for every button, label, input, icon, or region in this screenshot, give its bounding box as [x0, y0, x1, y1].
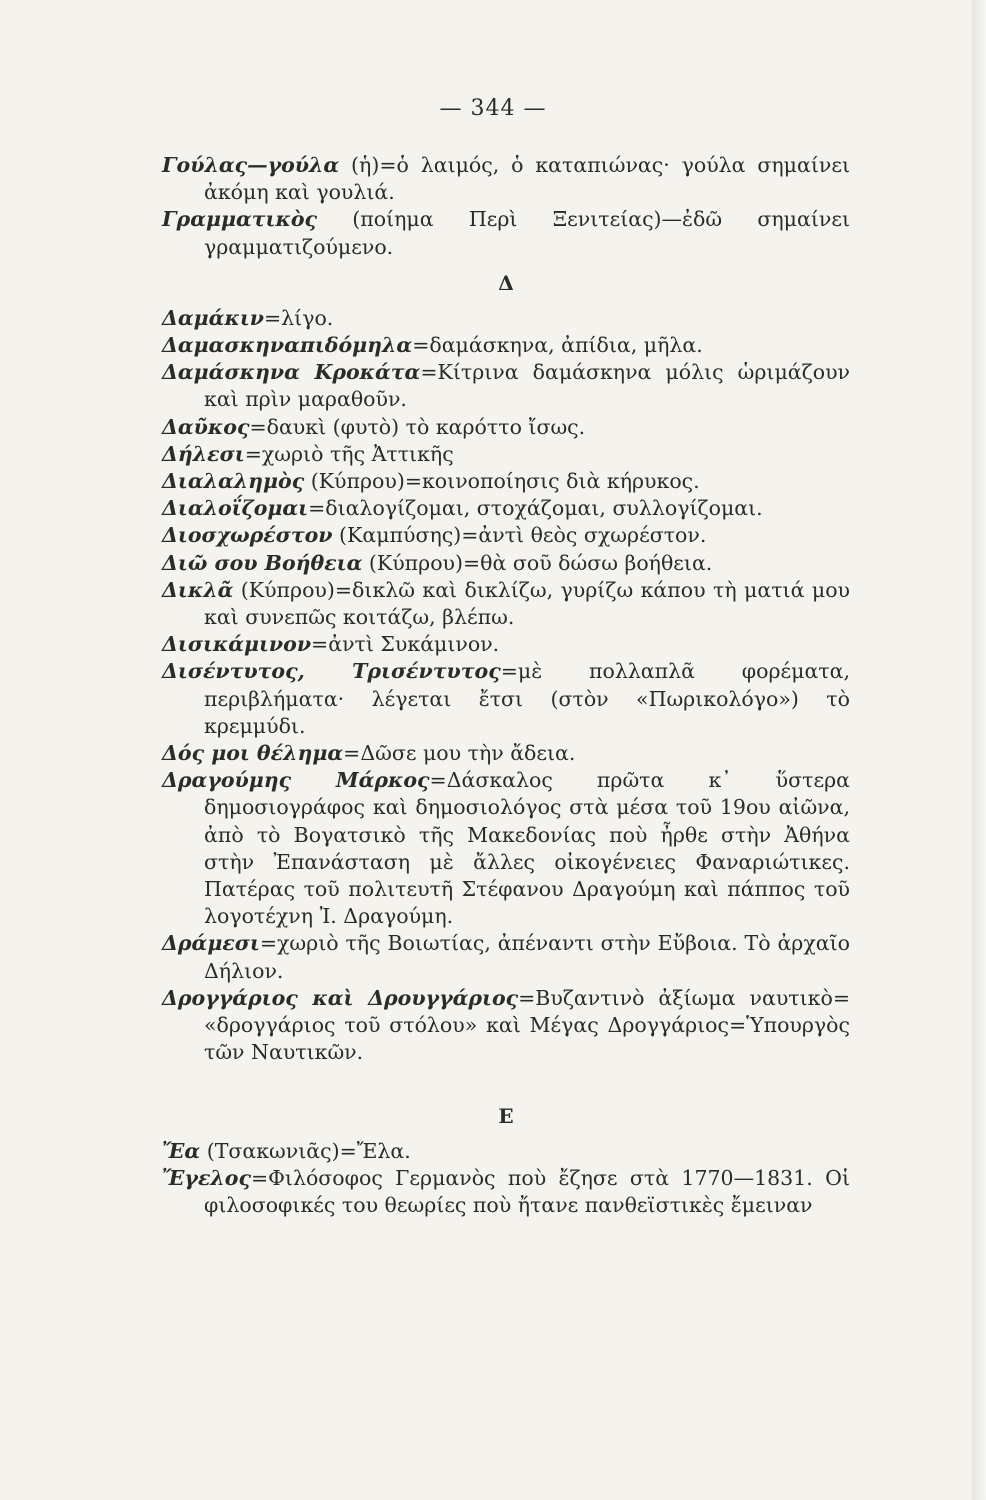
entry-headword: Δικλᾶ — [162, 577, 234, 602]
entry-definition: =δαμάσκηνα, ἀπίδια, μῆλα. — [412, 333, 703, 358]
glossary-entry — [162, 577, 850, 631]
entry-headword: Δαμασκηναπιδόμηλα — [162, 333, 413, 358]
entry-headword: Γραμματικὸς — [162, 207, 317, 232]
section-spacer — [162, 1067, 850, 1094]
entry-headword: Δισικάμινον — [162, 632, 312, 657]
glossary-entry — [162, 985, 850, 1067]
entry-headword: Δρογγάριος καὶ Δρουγγάριος — [162, 985, 519, 1010]
entry-headword: Δήλεσι — [162, 441, 245, 466]
entry-headword: Διοσχωρέστον — [162, 523, 333, 548]
entry-headword: Δισέντυτος, Τρισέντυτος — [162, 659, 501, 684]
entry-definition: =λίγο. — [263, 305, 334, 330]
entry-definition: =διαλογίζομαι, στοχάζομαι, συλλογίζομαι. — [308, 496, 763, 521]
entry-definition: (Τσακωνιᾶς)=Ἔλα. — [200, 1138, 411, 1163]
entry-definition: =Δῶσε μου τὴν ἄδεια. — [343, 741, 576, 766]
entry-headword: Δαῦκος — [162, 414, 250, 439]
entry-headword: Δός μοι θέλημα — [162, 741, 344, 766]
section-letter: Δ — [498, 270, 514, 295]
entry-headword: Γούλας—γούλα — [162, 153, 340, 177]
entry-definition: (ἡ)=ὁ λαιμός, ὁ καταπιώνας· γούλα σημαίνει ἀκόμη καὶ γουλιά. — [204, 153, 850, 205]
entry-headword: Ἔγελος — [162, 1165, 251, 1190]
glossary-entry — [162, 658, 850, 740]
page-edge-shadow — [972, 0, 986, 1500]
entry-definition: =Κίτρινα δαμάσκηνα μόλις ὡριμάζουν καὶ πρὶν μαραθοῦν. — [204, 360, 850, 412]
glossary-entry — [162, 359, 850, 413]
entry-headword: Διαλαλημὸς — [162, 469, 305, 494]
glossary-entry — [162, 740, 850, 767]
glossary-entry — [162, 1138, 850, 1165]
glossary-entry — [162, 522, 850, 549]
page-number: — 344 — — [439, 96, 547, 121]
entry-definition: =μὲ πολλαπλᾶ φορέματα, περιβλήματα· λέγεται ἔτσι (στὸν «Πωρικολόγο») τὸ κρεμμύδι. — [204, 659, 850, 738]
entry-definition: =χωριὸ τῆς Βοιωτίας, ἀπέναντι στὴν Εὔβοια. Τὸ ἀρχαῖο Δήλιον. — [204, 931, 850, 983]
entry-definition: =ἀντὶ Συκάμινον. — [311, 632, 500, 657]
glossary-entry — [162, 1165, 850, 1219]
entry-headword: Δράμεσι — [162, 931, 260, 956]
entry-definition: =δαυκὶ (φυτὸ) τὸ καρόττο ἴσως. — [249, 414, 586, 439]
section-letter: Ε — [498, 1103, 514, 1128]
entry-definition: (Κύπρου)=θὰ σοῦ δώσω βοήθεια. — [362, 550, 713, 575]
glossary-entry — [162, 550, 850, 577]
entry-definition: (Κύπρου)=κοινοποίησις διὰ κήρυκος. — [304, 469, 700, 494]
entry-definition: =χωριὸ τῆς Ἀττικῆς — [244, 441, 454, 466]
entry-headword: Διῶ σου Βοήθεια — [162, 550, 363, 575]
entry-definition: (Κύπρου)=δικλῶ καὶ δικλίζω, γυρίζω κάπου τὴ ματιά μου καὶ συνεπῶς κοιτάζω, βλέπω. — [204, 577, 850, 630]
entry-definition: (Καμπύσης)=ἀντὶ θεὸς σχωρέστον. — [332, 523, 707, 548]
glossary-entry — [162, 206, 850, 260]
glossary-entry — [162, 930, 850, 984]
entry-headword: Δαμάσκηνα Κροκάτα — [162, 360, 421, 385]
entry-definition: (ποίημα Περὶ Ξενιτείας)—ἐδῶ σημαίνει γραμματιζούμενο. — [204, 207, 850, 259]
entry-definition: =Βυζαντινὸ ἀξίωμα ναυτικὸ= «δρογγάριος τοῦ στόλου» καὶ Μέγας Δρογγάριος=Ὑπουργὸς τῶν Ναυτικῶν. — [204, 985, 850, 1065]
glossary-column — [162, 152, 850, 1219]
glossary-entry — [162, 332, 850, 359]
glossary-entry — [162, 414, 850, 441]
glossary-entry — [162, 495, 850, 522]
entry-definition: =Φιλόσοφος Γερμανὸς ποὺ ἔζησε στὰ 1770—1831. Οἱ φιλοσοφικές του θεωρίες ποὺ ἤτανε πανθεϊστικὲς ἔμειναν — [204, 1165, 850, 1217]
entry-definition: =Δάσκαλος πρῶτα κ᾽ ὕστερα δημοσιογράφος καὶ δημοσιολόγος στὰ μέσα τοῦ 19ου αἰῶνα, ἀπὸ τὸ Βογατσικὸ τῆς Μακεδονίας ποὺ ἦρθε στὴν Ἀθήνα στὴν Ἐπανάσταση μὲ ἄλλες οἰκογένειες Φαναριώτικες. Πατέρας τοῦ πολιτευτῆ Στέφανου Δραγούμη καὶ πάππος τοῦ λογοτέχνη Ἰ. Δραγούμη. — [204, 768, 850, 929]
entry-headword: Δαμάκιν — [162, 305, 264, 330]
entry-headword: Δραγούμης Μάρκος — [162, 768, 430, 793]
glossary-entry — [162, 305, 850, 332]
glossary-entry — [162, 468, 850, 495]
glossary-entry — [162, 767, 850, 930]
entry-headword: Ἔα — [162, 1138, 201, 1163]
glossary-entry — [162, 152, 850, 206]
glossary-entry — [162, 631, 850, 658]
entry-headword: Διαλοΐζομαι — [162, 496, 309, 521]
glossary-entry — [162, 441, 850, 468]
